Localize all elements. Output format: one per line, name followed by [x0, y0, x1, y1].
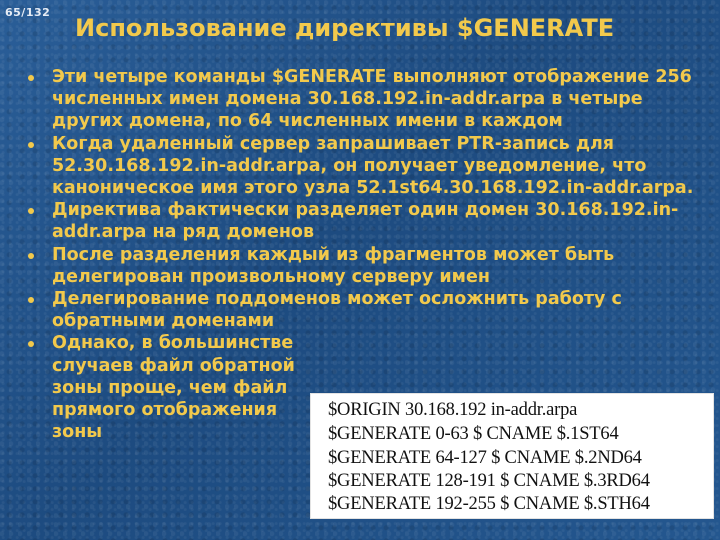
- bullet-dot-icon: [28, 142, 34, 148]
- code-line-origin: $ORIGIN 30.168.192 in-addr.arpa: [328, 400, 578, 420]
- bullet-text: После разделения каждый из фрагментов может быть делегирован произвольному серверу имен: [52, 244, 615, 287]
- slide-counter: 65/132: [5, 6, 51, 19]
- bullet-text: Директива фактически разделяет один домен 30.168.192.in-addr.arpa на ряд доменов: [52, 200, 679, 243]
- bullet-item: [24, 199, 714, 243]
- bullet-dot-icon: [28, 75, 34, 81]
- bullet-text: Однако, в большинстве случаев файл обратной зоны проще, чем файл прямого отображения зоны: [52, 333, 295, 443]
- bullet-dot-icon: [28, 253, 34, 259]
- code-line-generate-2: $GENERATE 64-127 $ CNAME $.2ND64: [328, 448, 642, 468]
- code-line-generate-4: $GENERATE 192-255 $ CNAME $.STH64: [328, 494, 650, 514]
- bullet-dot-icon: [28, 297, 34, 303]
- bullet-item: [24, 332, 314, 443]
- bullet-text: Когда удаленный сервер запрашивает PTR-запись для 52.30.168.192.in-addr.arpa, он получает уведомление, что каноническое имя этого узла 52.1st64.30.168.192.in-addr.arpa.: [52, 133, 694, 199]
- bullet-dot-icon: [28, 208, 34, 214]
- bullet-item: [24, 288, 714, 332]
- bullet-item: [24, 133, 714, 200]
- code-line-generate-3: $GENERATE 128-191 $ CNAME $.3RD64: [328, 471, 650, 491]
- code-line-generate-1: $GENERATE 0-63 $ CNAME $.1ST64: [328, 424, 619, 444]
- code-listing: [311, 394, 713, 518]
- slide-title: Использование директивы $GENERATE: [75, 14, 615, 42]
- bullet-item: [24, 244, 714, 288]
- bullet-item: [24, 66, 714, 133]
- bullet-dot-icon: [28, 341, 34, 347]
- bullet-text: Делегирование поддоменов может осложнить работу с обратными доменами: [52, 289, 622, 332]
- bullet-list: [24, 66, 714, 443]
- bullet-text: Эти четыре команды $GENERATE выполняют отображение 256 численных имен домена 30.168.192.in-addr.arpa в четыре других домена, по 64 численных имени в каждом: [52, 67, 692, 132]
